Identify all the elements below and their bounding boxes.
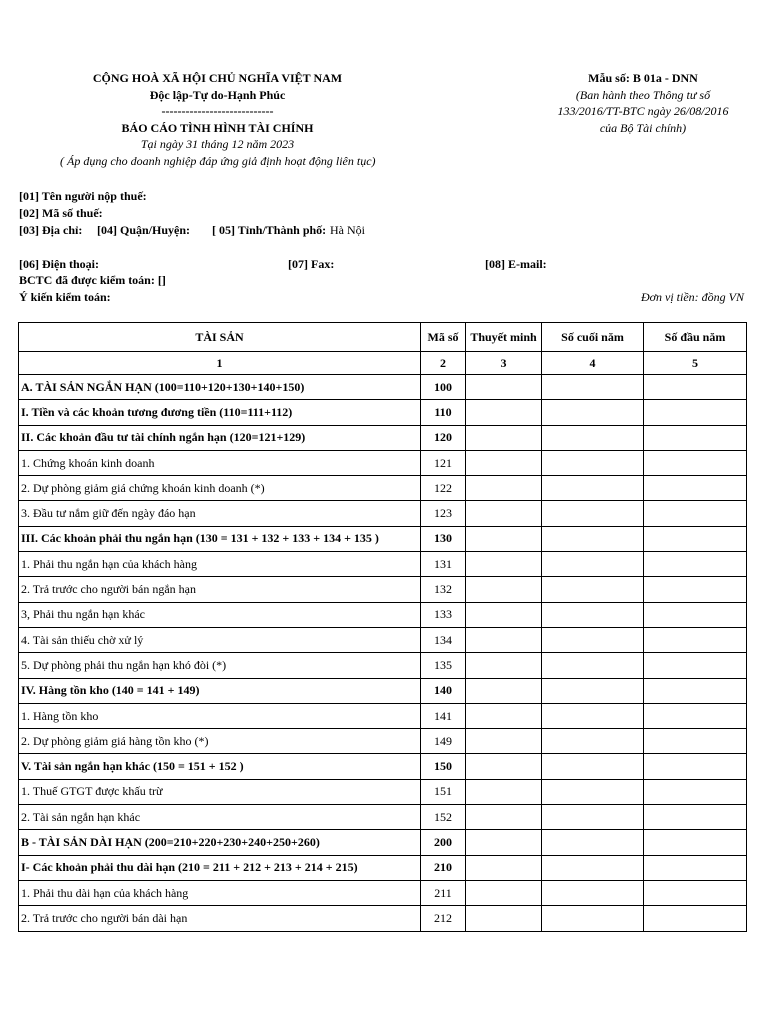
issued-by-line-3: của Bộ Tài chính) (599, 120, 687, 135)
row-code: 152 (421, 805, 466, 830)
row-notes-cell (466, 400, 542, 425)
row-year-end-cell (542, 678, 644, 703)
row-label: 2. Trả trước cho người bán dài hạn (19, 906, 421, 931)
table-row (19, 779, 747, 804)
row-code: 135 (421, 653, 466, 678)
phone-label: [06] Điện thoại: (19, 257, 99, 271)
row-notes-cell (466, 880, 542, 905)
row-label: V. Tài sản ngắn hạn khác (150 = 151 + 152 ) (19, 754, 421, 779)
row-year-end-cell (542, 653, 644, 678)
row-notes-cell (466, 375, 542, 400)
header-left (60, 70, 375, 169)
row-notes-cell (466, 552, 542, 577)
tax-code-label: [02] Mã số thuế: (19, 206, 103, 220)
row-year-start-cell (644, 476, 747, 501)
row-code: 122 (421, 476, 466, 501)
column-number: 3 (466, 352, 542, 375)
row-year-start-cell (644, 450, 747, 475)
row-notes-cell (466, 779, 542, 804)
currency-unit: Đơn vị tiền: đồng VN (640, 290, 744, 304)
issued-by-line-1: (Ban hành theo Thông tư số (575, 87, 711, 102)
row-year-end-cell (542, 805, 644, 830)
table-row (19, 501, 747, 526)
row-year-end-cell (542, 906, 644, 931)
row-year-end-cell (542, 779, 644, 804)
row-year-start-cell (644, 830, 747, 855)
table-row (19, 805, 747, 830)
report-date: Tại ngày 31 tháng 12 năm 2023 (140, 137, 295, 151)
row-label: 1. Phải thu dài hạn của khách hàng (19, 880, 421, 905)
row-year-start-cell (644, 779, 747, 804)
form-code: Mẫu số: B 01a - DNN (588, 71, 698, 85)
row-notes-cell (466, 678, 542, 703)
row-label: 2. Trả trước cho người bán ngắn hạn (19, 577, 421, 602)
row-label: 1. Phải thu ngắn hạn của khách hàng (19, 552, 421, 577)
row-notes-cell (466, 627, 542, 652)
row-code: 141 (421, 703, 466, 728)
row-notes-cell (466, 906, 542, 931)
row-code: 200 (421, 830, 466, 855)
email-label: [08] E-mail: (485, 257, 547, 271)
row-label: I. Tiền và các khoản tương đương tiền (110=111+112) (19, 400, 421, 425)
row-year-end-cell (542, 729, 644, 754)
row-year-start-cell (644, 880, 747, 905)
nation-title: CỘNG HOÀ XÃ HỘI CHỦ NGHĨA VIỆT NAM (92, 71, 343, 85)
row-notes-cell (466, 729, 542, 754)
motto: Độc lập-Tự do-Hạnh Phúc (149, 87, 286, 102)
row-notes-cell (466, 501, 542, 526)
row-notes-cell (466, 577, 542, 602)
row-year-start-cell (644, 805, 747, 830)
table-row (19, 906, 747, 931)
row-label: III. Các khoản phải thu ngắn hạn (130 = 131 + 132 + 133 + 134 + 135 ) (19, 526, 421, 551)
row-notes-cell (466, 526, 542, 551)
column-number: 1 (19, 352, 421, 375)
row-year-end-cell (542, 754, 644, 779)
district-label: [04] Quận/Huyện: (97, 223, 191, 237)
row-year-end-cell (542, 400, 644, 425)
row-code: 210 (421, 855, 466, 880)
table-row (19, 577, 747, 602)
table-row (19, 855, 747, 880)
table-header-row (19, 323, 747, 352)
row-code: 123 (421, 501, 466, 526)
table-row (19, 602, 747, 627)
row-notes-cell (466, 450, 542, 475)
row-code: 212 (421, 906, 466, 931)
row-notes-cell (466, 805, 542, 830)
row-notes-cell (466, 754, 542, 779)
table-row (19, 425, 747, 450)
row-label: IV. Hàng tồn kho (140 = 141 + 149) (19, 678, 421, 703)
row-label: 3. Đầu tư nắm giữ đến ngày đáo hạn (19, 501, 421, 526)
table-row (19, 552, 747, 577)
header-code: Mã số (421, 323, 466, 352)
row-year-start-cell (644, 729, 747, 754)
table-row (19, 703, 747, 728)
province-label: [ 05] Tỉnh/Thành phố: (212, 223, 327, 237)
applies-to-note: ( Áp dụng cho doanh nghiệp đáp ứng giả định hoạt động liên tục) (60, 153, 376, 168)
row-year-start-cell (644, 653, 747, 678)
row-year-end-cell (542, 552, 644, 577)
row-year-start-cell (644, 602, 747, 627)
row-notes-cell (466, 476, 542, 501)
table-row (19, 830, 747, 855)
row-code: 110 (421, 400, 466, 425)
row-year-end-cell (542, 577, 644, 602)
report-title: BÁO CÁO TÌNH HÌNH TÀI CHÍNH (121, 120, 314, 135)
row-year-start-cell (644, 400, 747, 425)
row-year-end-cell (542, 501, 644, 526)
row-label: 2. Tài sản ngắn hạn khác (19, 805, 421, 830)
row-year-start-cell (644, 906, 747, 931)
row-year-start-cell (644, 375, 747, 400)
row-code: 150 (421, 754, 466, 779)
row-year-start-cell (644, 627, 747, 652)
table-row (19, 678, 747, 703)
audit-opinion-label: Ý kiến kiểm toán: (19, 290, 111, 304)
row-year-end-cell (542, 450, 644, 475)
row-code: 130 (421, 526, 466, 551)
row-year-end-cell (542, 375, 644, 400)
header-separator: ---------------------------- (161, 104, 274, 118)
row-code: 120 (421, 425, 466, 450)
row-code: 100 (421, 375, 466, 400)
row-notes-cell (466, 602, 542, 627)
row-label: 1. Hàng tồn kho (19, 703, 421, 728)
row-year-start-cell (644, 754, 747, 779)
row-year-end-cell (542, 526, 644, 551)
row-notes-cell (466, 425, 542, 450)
row-year-end-cell (542, 627, 644, 652)
row-label: 4. Tài sản thiếu chờ xử lý (19, 627, 421, 652)
row-label: 1. Chứng khoán kinh doanh (19, 450, 421, 475)
table-row (19, 526, 747, 551)
row-label: B - TÀI SẢN DÀI HẠN (200=210+220+230+240+250+260) (19, 830, 421, 855)
fax-label: [07] Fax: (288, 257, 335, 271)
row-year-end-cell (542, 602, 644, 627)
audited-label: BCTC đã được kiểm toán: [] (19, 273, 166, 287)
header-year-end: Số cuối năm (542, 323, 644, 352)
column-number-row (19, 352, 747, 375)
table-row (19, 400, 747, 425)
row-code: 132 (421, 577, 466, 602)
row-notes-cell (466, 703, 542, 728)
row-year-start-cell (644, 526, 747, 551)
row-year-start-cell (644, 855, 747, 880)
row-label: 1. Thuế GTGT được khấu trừ (19, 779, 421, 804)
row-code: 151 (421, 779, 466, 804)
row-year-start-cell (644, 552, 747, 577)
table-row (19, 729, 747, 754)
header-notes: Thuyết minh (466, 323, 542, 352)
header-year-start: Số đầu năm (644, 323, 747, 352)
row-label: 2. Dự phòng giảm giá chứng khoán kinh doanh (*) (19, 476, 421, 501)
table-row (19, 476, 747, 501)
issued-by-line-2: 133/2016/TT-BTC ngày 26/08/2016 (557, 104, 729, 118)
row-year-end-cell (542, 425, 644, 450)
row-code: 140 (421, 678, 466, 703)
row-code: 131 (421, 552, 466, 577)
row-year-start-cell (644, 703, 747, 728)
address-label: [03] Địa chỉ: (19, 223, 83, 237)
row-year-end-cell (542, 880, 644, 905)
header-assets: TÀI SẢN (19, 323, 421, 352)
row-label: II. Các khoản đầu tư tài chính ngắn hạn (120=121+129) (19, 425, 421, 450)
taxpayer-name-label: [01] Tên người nộp thuế: (19, 189, 147, 203)
row-notes-cell (466, 653, 542, 678)
row-code: 134 (421, 627, 466, 652)
table-row (19, 450, 747, 475)
row-year-start-cell (644, 425, 747, 450)
row-year-end-cell (542, 830, 644, 855)
balance-sheet-table (18, 322, 747, 932)
row-year-start-cell (644, 501, 747, 526)
table-row (19, 627, 747, 652)
row-year-start-cell (644, 678, 747, 703)
header-right (548, 70, 738, 136)
column-number: 2 (421, 352, 466, 375)
row-code: 149 (421, 729, 466, 754)
province-value: Hà Nội (330, 223, 365, 237)
row-code: 121 (421, 450, 466, 475)
column-number: 5 (644, 352, 747, 375)
row-year-start-cell (644, 577, 747, 602)
row-label: 5. Dự phòng phải thu ngắn hạn khó đòi (*) (19, 653, 421, 678)
row-notes-cell (466, 855, 542, 880)
row-label: 3, Phải thu ngắn hạn khác (19, 602, 421, 627)
row-year-end-cell (542, 855, 644, 880)
row-label: A. TÀI SẢN NGẮN HẠN (100=110+120+130+140+150) (19, 375, 421, 400)
row-year-end-cell (542, 703, 644, 728)
table-row (19, 880, 747, 905)
table-row (19, 653, 747, 678)
row-notes-cell (466, 830, 542, 855)
row-code: 133 (421, 602, 466, 627)
table-row (19, 754, 747, 779)
row-label: 2. Dự phòng giảm giá hàng tồn kho (*) (19, 729, 421, 754)
row-label: I- Các khoản phải thu dài hạn (210 = 211 + 212 + 213 + 214 + 215) (19, 855, 421, 880)
row-code: 211 (421, 880, 466, 905)
table-row (19, 375, 747, 400)
column-number: 4 (542, 352, 644, 375)
row-year-end-cell (542, 476, 644, 501)
